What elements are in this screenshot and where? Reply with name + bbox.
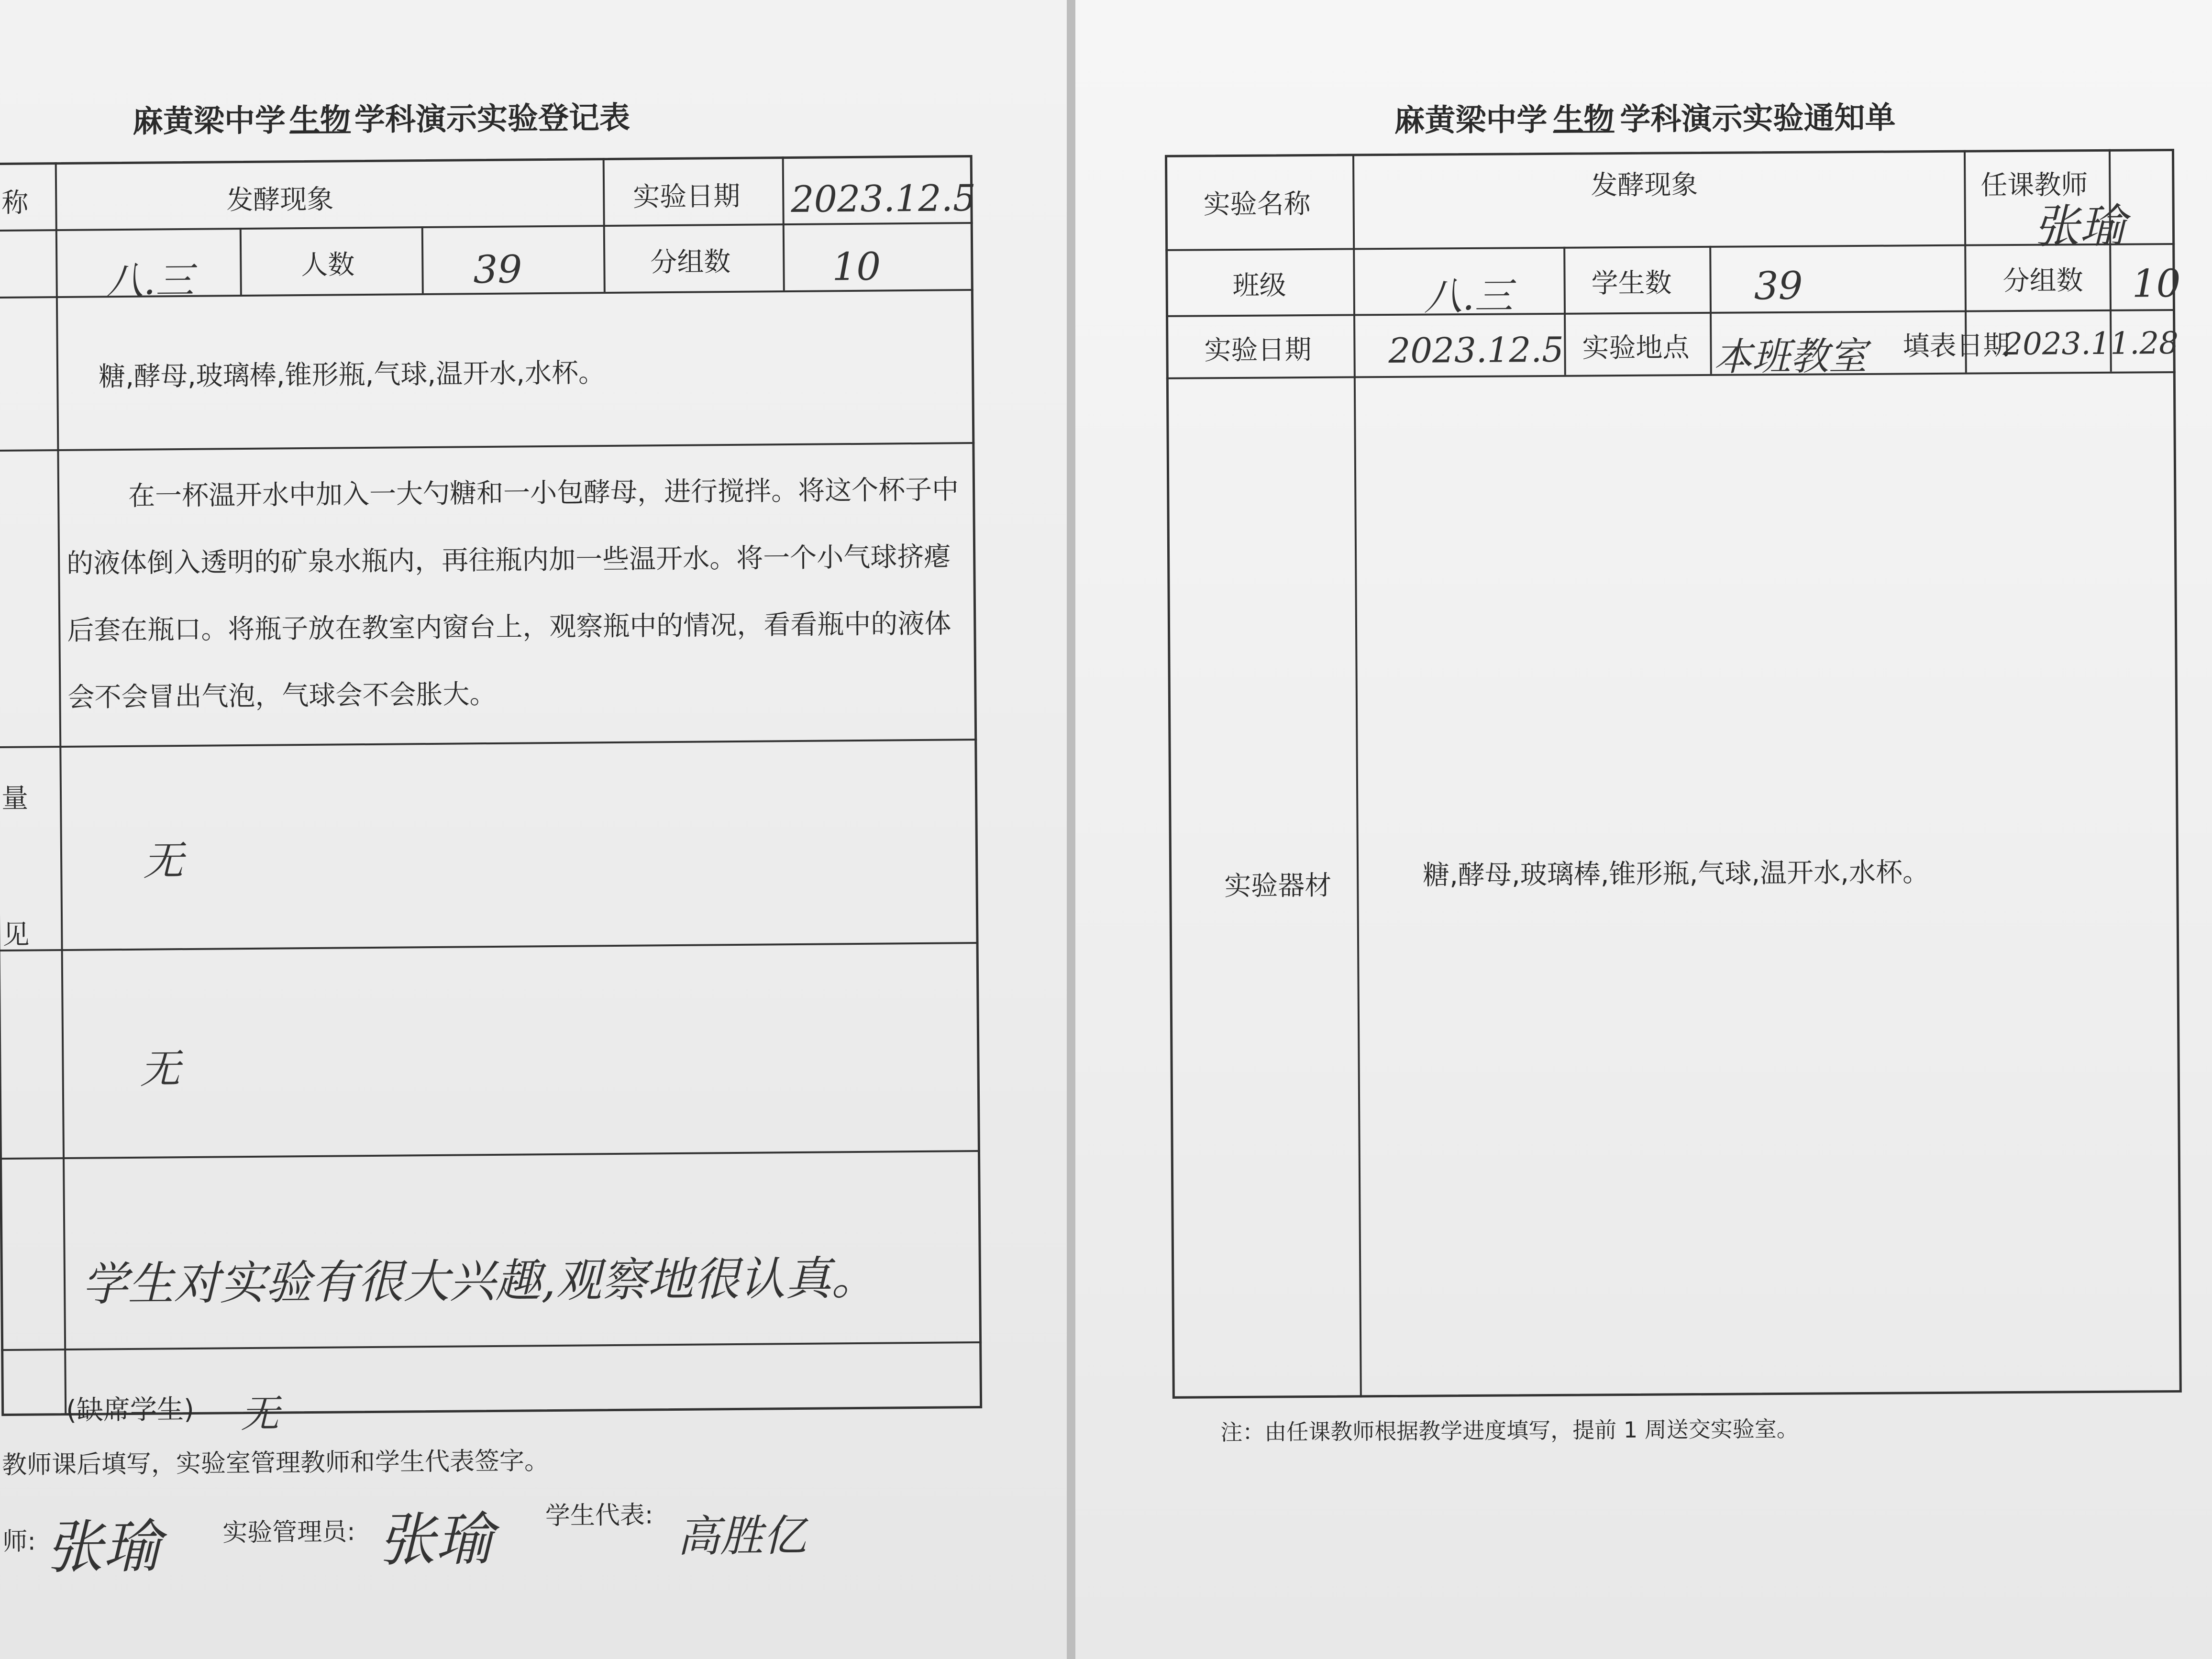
groups-label: 分组数 (2002, 265, 2083, 297)
left-form-title (133, 93, 630, 141)
procedure-text: 在一杯温开水中加入一大勺糖和一小包酵母，进行搅拌。将这个杯子中的液体倒入透明的矿泉水瓶内，再往瓶内加一些温开水。将一个小气球挤瘪后套在瓶口。将瓶子放在教室内窗台上，观察瓶中的情况，看看瓶中的液体会不会冒出气泡，气球会不会胀大。 (66, 474, 959, 713)
row-label-cut-1: 量 (1, 783, 29, 815)
materials-value: 糖,酵母,玻璃棒,锥形瓶,气球,温开水,水杯。 (1422, 857, 1930, 891)
evaluation-text: 学生对实验有很大兴趣,观察地很认真。 (81, 1251, 877, 1311)
value-1: 无 (143, 837, 184, 885)
experiment-name-value: 发酵现象 (226, 184, 334, 216)
title-subject: 生物 (289, 102, 351, 139)
left-footnote: 教师课后填写，实验室管理教师和学生代表签字。 (1, 1447, 550, 1480)
count-label: 人数 (301, 249, 355, 281)
date-label: 实验日期 (1204, 334, 1312, 366)
fill-date-value: 2023.11.28 (2003, 325, 2179, 363)
class-value: 八.三 (1424, 274, 1513, 319)
class-value: 八.三 (105, 258, 194, 304)
absent-value: 无 (240, 1391, 279, 1437)
row-label-cut-2: 见 (2, 919, 30, 951)
register-table (0, 155, 982, 1416)
name-label: 实验名称 (1203, 188, 1311, 221)
date-label: 实验日期 (633, 180, 741, 213)
sign-student-signature: 高胜亿 (676, 1510, 807, 1562)
sign-teacher-label: 师: (2, 1527, 36, 1557)
place-label: 实验地点 (1582, 332, 1690, 364)
date-value: 2023.12.5 (1388, 329, 1564, 371)
sign-admin-label: 实验管理员: (222, 1517, 355, 1548)
title-subject: 生物 (1553, 102, 1615, 138)
teacher-label: 任课教师 (1980, 169, 2088, 201)
title-school: 麻黄梁中学 (1394, 102, 1548, 139)
count-value: 39 (473, 247, 522, 292)
groups-value: 10 (2132, 261, 2181, 306)
title-suffix: 学科演示实验登记表 (354, 100, 630, 138)
groups-value: 10 (832, 244, 881, 289)
students-value: 39 (1754, 263, 1803, 309)
value-2: 无 (140, 1045, 180, 1093)
students-label: 学生数 (1591, 267, 1672, 299)
left-page (0, 0, 1067, 1659)
materials-text: 糖,酵母,玻璃棒,锥形瓶,气球,温开水,水杯。 (98, 357, 606, 393)
fill-date-label: 填表日期 (1902, 330, 2010, 362)
title-school: 麻黄梁中学 (132, 103, 286, 140)
name-value: 发酵现象 (1591, 169, 1698, 201)
right-form-title (1394, 93, 1896, 140)
right-page (1075, 0, 2212, 1659)
sign-student-label: 学生代表: (545, 1501, 653, 1531)
page-gap (1067, 0, 1075, 1659)
place-value: 本班教室 (1714, 333, 1867, 379)
absent-label: (缺席学生) (66, 1394, 195, 1427)
materials-label: 实验器材 (1224, 870, 1332, 902)
teacher-signature: 张瑜 (2033, 199, 2126, 254)
class-label: 班级 (1232, 270, 1286, 302)
right-footnote: 注：由任课教师根据教学进度填写，提前 1 周送交实验室。 (1220, 1416, 1799, 1446)
row-label-name: 称 (1, 187, 29, 219)
groups-label: 分组数 (650, 246, 731, 278)
sign-teacher-signature: 张瑜 (45, 1514, 161, 1582)
title-suffix: 学科演示实验通知单 (1620, 100, 1896, 138)
date-value: 2023.12.5 (790, 176, 976, 221)
sign-admin-signature: 张瑜 (377, 1506, 493, 1574)
